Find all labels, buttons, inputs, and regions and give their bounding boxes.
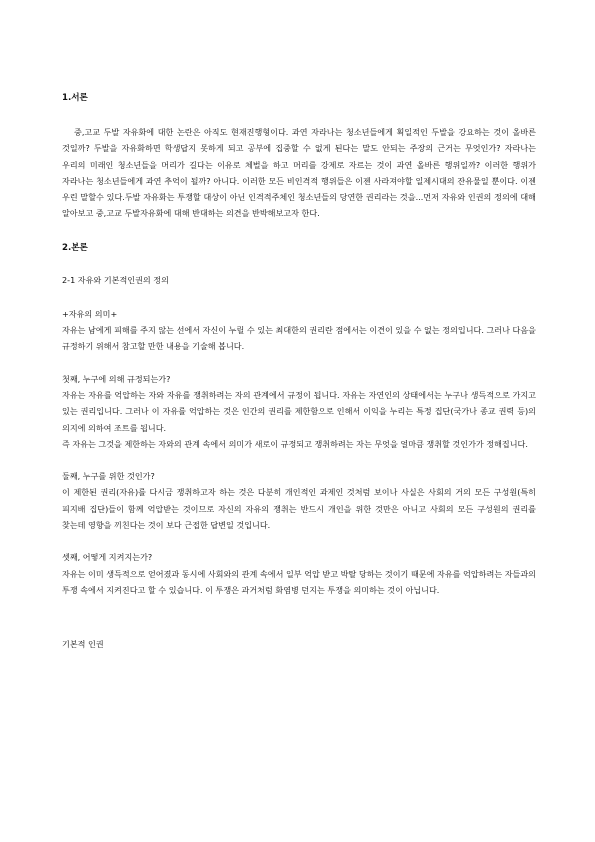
- second-point-title: 둘째, 누구를 위한 것인가?: [62, 471, 155, 482]
- third-point-text: 자유는 이미 생득적으로 얻어졌과 동시에 사회와의 관계 속에서 일부 억압 받고 박탈 당하는 것이기 때문에 자유를 억압하려는 자들과의 투쟁 속에서 지켜진다고 할 수 있습니다. 이 투쟁은 과거처럼 화염병 던지는 투쟁을 의미하는 것이 아닙니다.: [62, 568, 536, 595]
- body-heading: 2.본론: [62, 242, 88, 253]
- document-body: [62, 92, 536, 650]
- first-point-block: [62, 371, 536, 452]
- intro-heading: 1.서론: [62, 93, 88, 103]
- second-point-text: 이 제한된 권리(자유)를 다시금 쟁취하고자 하는 것은 다분히 개인적인 과제인 것처럼 보이나 사실은 사회의 거의 모든 구성원(특히 피지배 집단)들이 함께 억압받는 것이므로 자신의 자유의 쟁취는 반드시 개인을 위한 것만은 아니고 사회의 모든 구성원의 권리를 찾는데 영향을 끼친다는 것이 보다 근접한 답변일 것입니다.: [62, 487, 536, 531]
- third-point-block: [62, 549, 536, 598]
- intro-paragraph: 중,고교 두발 자유화에 대한 논란은 아직도 현재진행형이다. 과연 자라나는 청소년들에게 획일적인 두발을 강요하는 것이 올바른 것일까? 두발을 자유화하면 학생답지 못하게 되고 공부에 집중할 수 없게 된다는 말도 안되는 주장의 근거는 무엇인가? 자라나는 우리의 미래인 청소년들을 머리가 길다는 이유로 체벌을 하고 머리를 강제로 자르는 것이 과연 올바른 행위일까? 이러한 행위가 자라나는 청소년들에게 과연 추억이 될까? 아니다. 이러한 모든 비인격적 행위들은 이젠 사라져야할 일제시대의 잔유물일 뿐이다. 이젠 우린 말할수 있다.두발 자유화는 투쟁할 대상이 아닌 인격적주체인 청소년들의 당연한 권리라는 것을...먼저 자유와 인권의 정의에 대해 알아보고 중,고교 두발자유화에 대해 반대하는 의견을 반박해보고자 한다.: [62, 127, 536, 219]
- third-point-title: 셋째, 어떻게 지켜지는가?: [62, 552, 153, 563]
- subsection-title: 2-1 자유와 기본적인권의 정의: [62, 274, 169, 285]
- first-point-text-2: 즉 자유는 그것을 제한하는 자와의 관계 속에서 의미가 새로이 규정되고 쟁취하려는 자는 무엇을 얼마큼 쟁취할 것인가가 정해집니다.: [62, 438, 528, 449]
- freedom-meaning-text: 자유는 남에게 피해를 주지 않는 선에서 자신이 누릴 수 있는 최대한의 권리란 점에서는 이견이 있을 수 없는 정의입니다. 그러나 다음을 규정하기 위해서 참고할 만한 내용을 기술해 봅니다.: [62, 325, 536, 352]
- basic-rights-title: 기본적 인권: [62, 639, 104, 650]
- first-point-text: 자유는 자유를 억압하는 자와 자유를 쟁취하려는 자의 관계에서 규정이 됩니다. 자유는 자연인의 상태에서는 누구나 생득적으로 가지고 있는 권리입니다. 그러나 이 자유를 억압하는 것은 인간의 권리를 제한함으로 인해서 이익을 누리는 특정 집단(국가나 종교 권력 등)의 의지에 의하여 조트를 됩니다.: [62, 389, 536, 433]
- freedom-meaning-block: [62, 306, 536, 355]
- first-point-title: 첫째, 누구에 의해 규정되는가?: [62, 373, 171, 384]
- freedom-meaning-title: +자유의 의미+: [62, 308, 118, 319]
- second-point-block: [62, 468, 536, 533]
